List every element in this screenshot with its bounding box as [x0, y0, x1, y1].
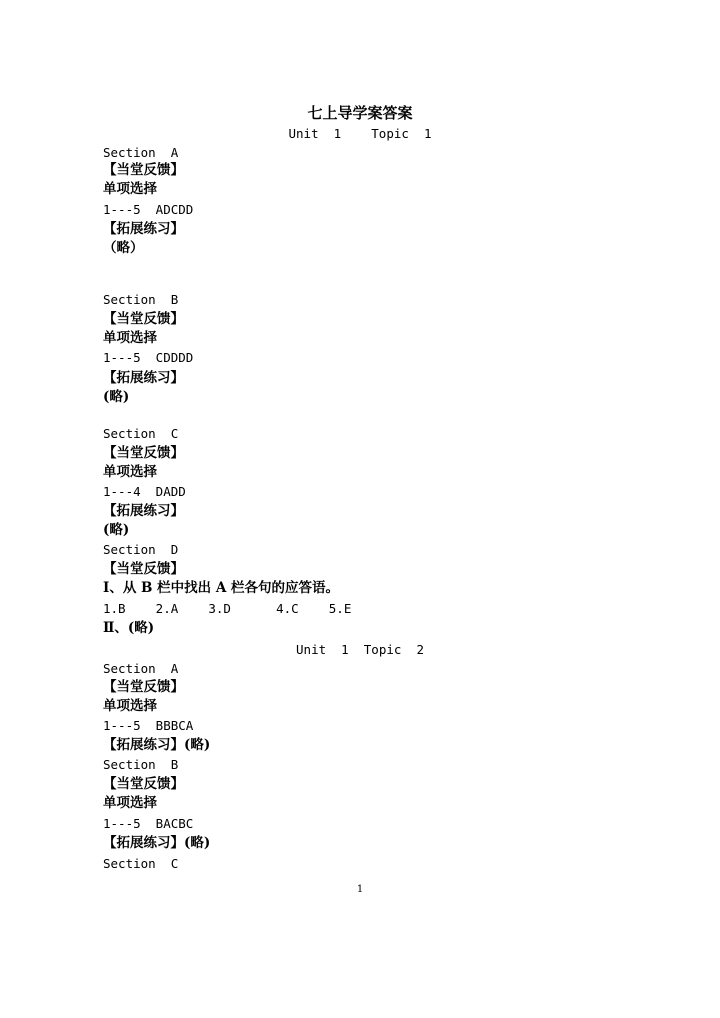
- matching-instruction: Ⅰ、从 B 栏中找出 A 栏各句的应答语。: [103, 580, 339, 596]
- feedback-heading: 【当堂反馈】: [103, 162, 184, 178]
- answer-line: 1---5 CDDDD: [103, 350, 194, 365]
- page-number: 1: [356, 884, 364, 895]
- feedback-heading: 【当堂反馈】: [103, 311, 184, 327]
- omitted-note: (略): [103, 389, 130, 405]
- single-choice-label: 单项选择: [103, 795, 157, 811]
- section-c-label: Section C: [103, 426, 179, 441]
- feedback-heading: 【当堂反馈】: [103, 445, 184, 461]
- extension-heading: 【拓展练习】(略): [103, 835, 211, 851]
- section-b-label: Section B: [103, 757, 179, 772]
- feedback-heading: 【当堂反馈】: [103, 776, 184, 792]
- unit1-topic2-heading: Unit 1 Topic 2: [296, 642, 424, 657]
- extension-heading: 【拓展练习】(略): [103, 737, 211, 753]
- section-a-label: Section A: [103, 145, 179, 160]
- single-choice-label: 单项选择: [103, 698, 157, 714]
- section-c-label: Section C: [103, 856, 179, 871]
- omitted-note: （略）: [103, 240, 144, 256]
- single-choice-label: 单项选择: [103, 181, 157, 197]
- feedback-heading: 【当堂反馈】: [103, 561, 184, 577]
- omitted-note: (略): [103, 522, 130, 538]
- answer-line: 1---5 BACBC: [103, 816, 194, 831]
- unit1-topic1-heading: Unit 1 Topic 1: [288, 126, 432, 141]
- feedback-heading: 【当堂反馈】: [103, 679, 184, 695]
- extension-heading: 【拓展练习】: [103, 221, 184, 237]
- answer-line: 1---4 DADD: [103, 484, 186, 499]
- section-a-label: Section A: [103, 661, 179, 676]
- single-choice-label: 单项选择: [103, 330, 157, 346]
- single-choice-label: 单项选择: [103, 464, 157, 480]
- answer-line: 1---5 BBBCA: [103, 718, 194, 733]
- section-b-label: Section B: [103, 292, 179, 307]
- section-d-label: Section D: [103, 542, 179, 557]
- omitted-note: Ⅱ、(略): [103, 620, 155, 636]
- extension-heading: 【拓展练习】: [103, 503, 184, 519]
- answer-line: 1.B 2.A 3.D 4.C 5.E: [103, 601, 352, 616]
- extension-heading: 【拓展练习】: [103, 370, 184, 386]
- answer-line: 1---5 ADCDD: [103, 202, 194, 217]
- document-title: 七上导学案答案: [307, 104, 413, 122]
